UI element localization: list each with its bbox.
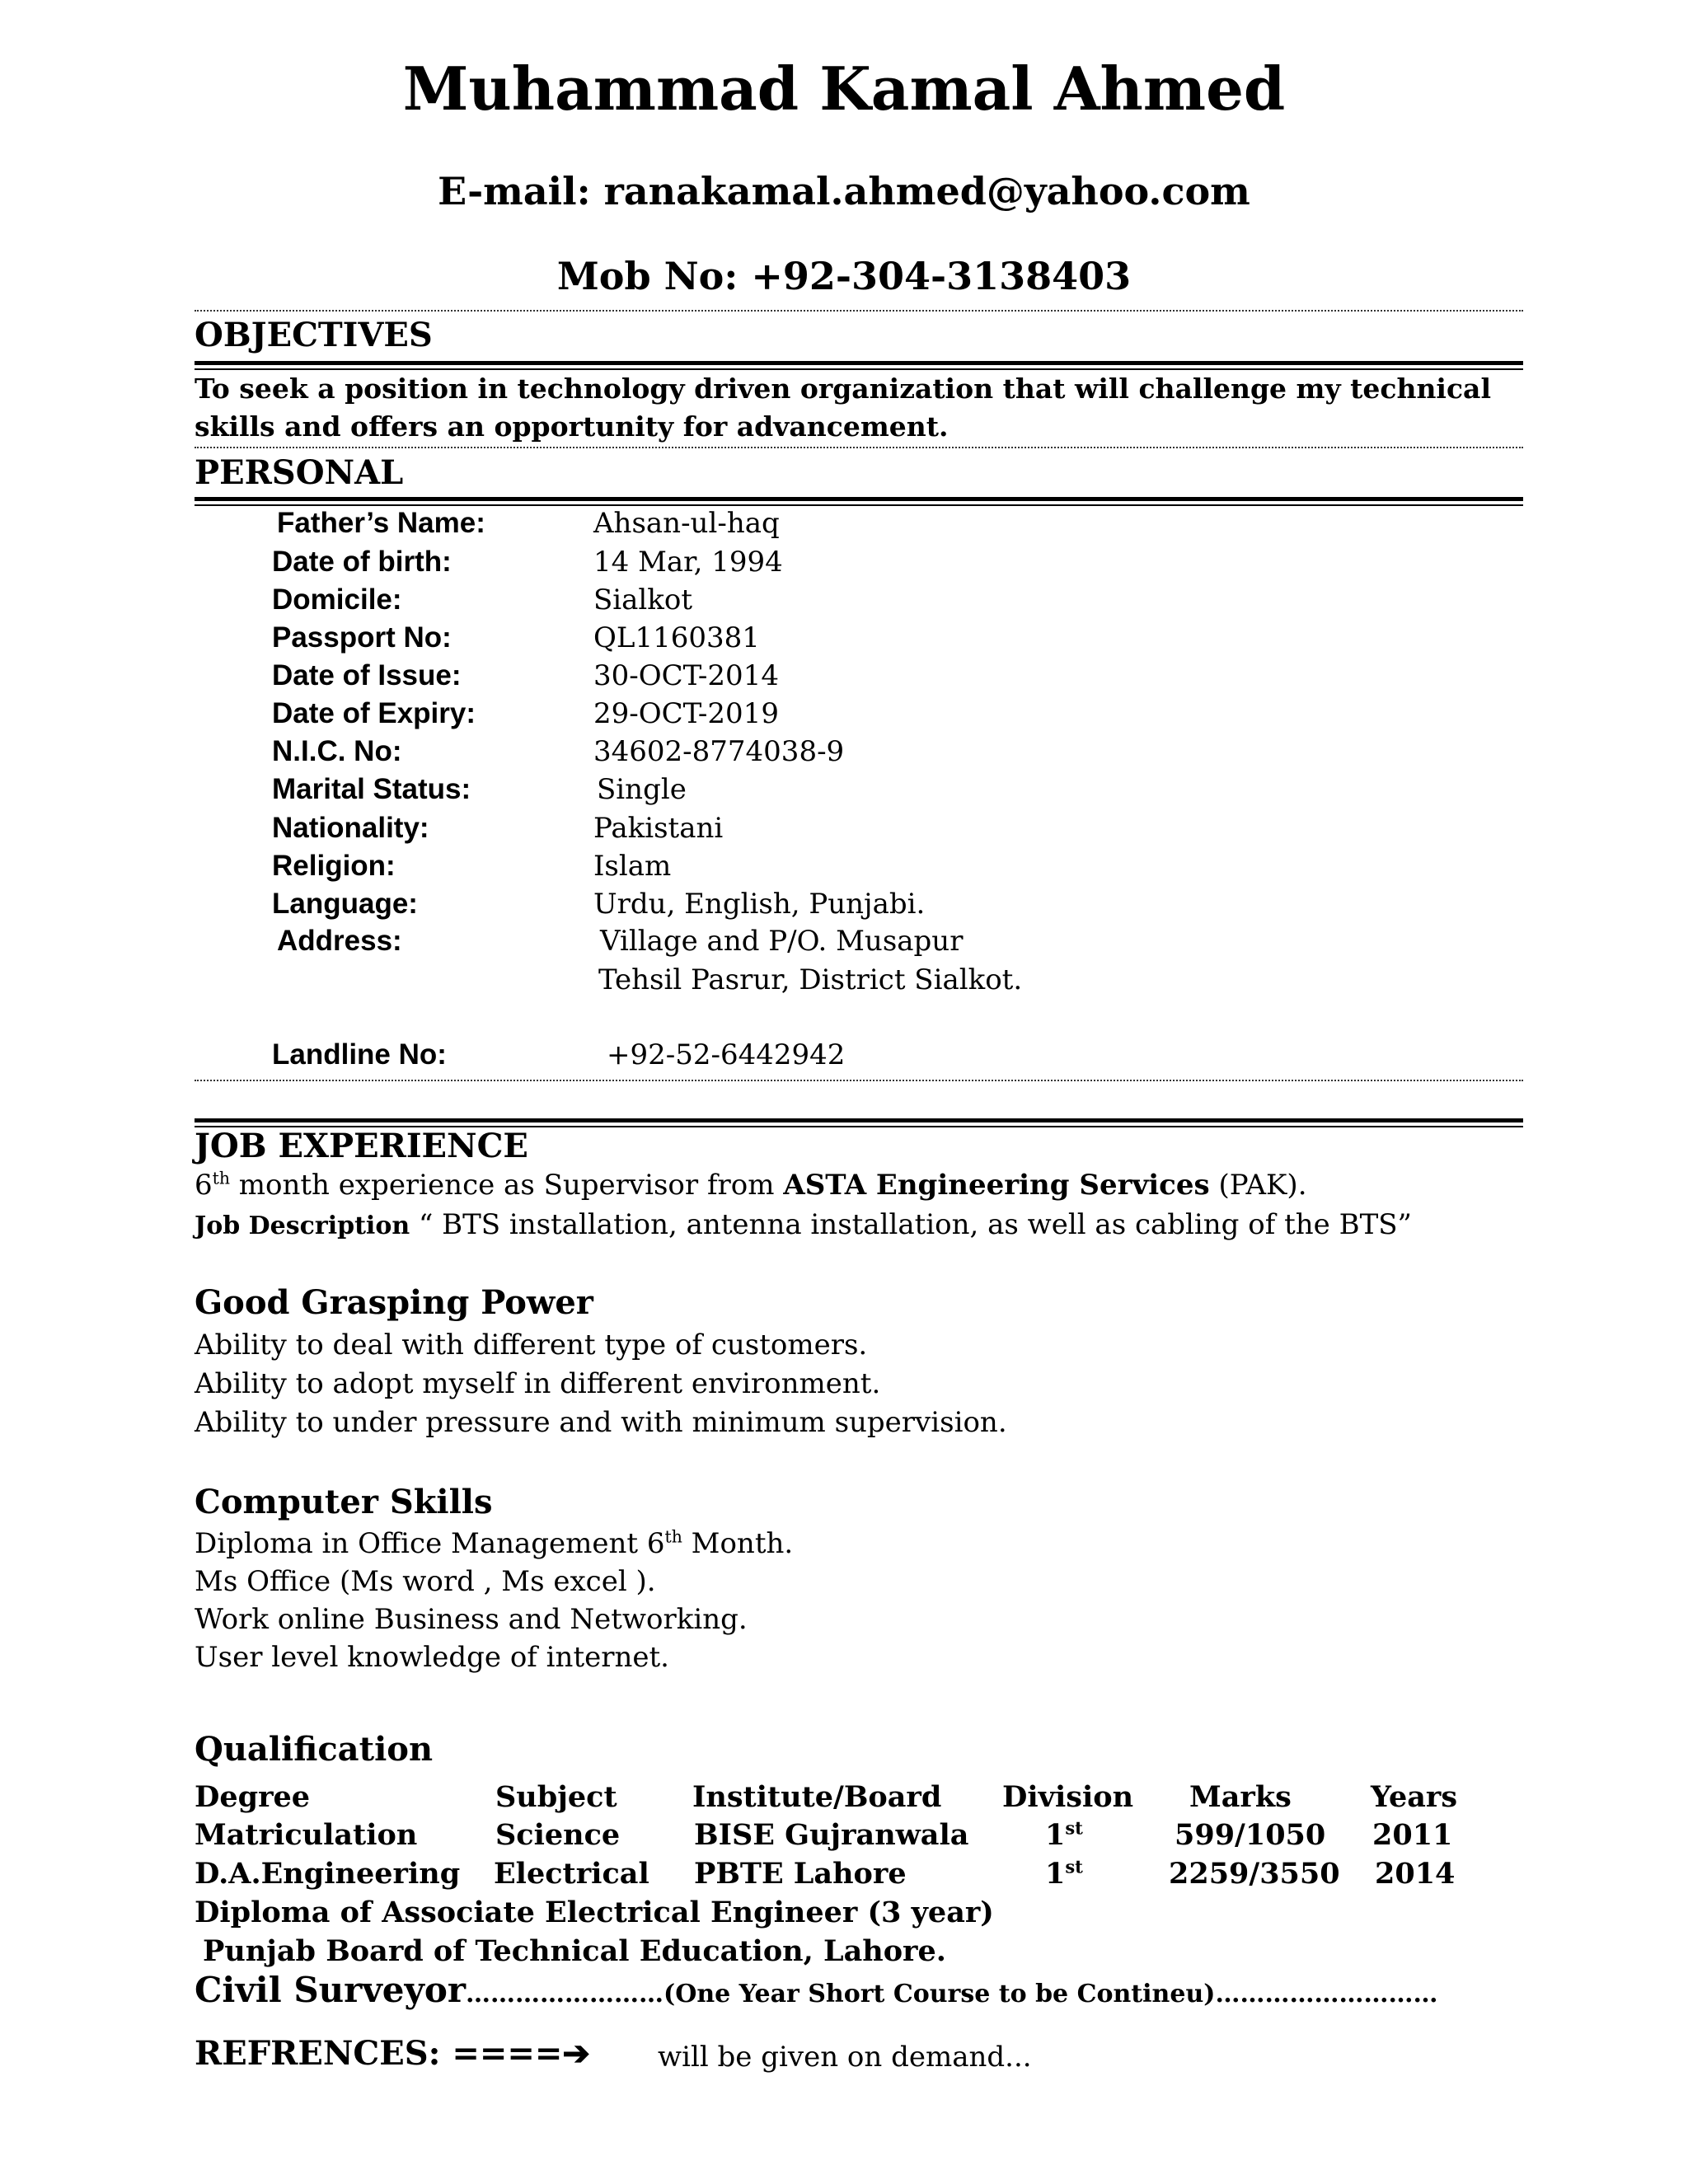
civil-surveyor-title: Civil Surveyor — [195, 1970, 466, 2010]
personal-title: PERSONAL — [195, 453, 404, 492]
objectives-line-2: skills and offers an opportunity for advancement. — [195, 410, 949, 443]
qual-marks: 2259/3550 — [1169, 1857, 1340, 1891]
value-date-of-birth: 14 Mar, 1994 — [593, 546, 783, 579]
label-passport-no: Passport No: — [272, 621, 452, 654]
references-note: will be given on demand... — [658, 2041, 1032, 2074]
qual-division — [1045, 1818, 1083, 1852]
skill-diploma-text: Diploma in Office Management 6 — [195, 1527, 665, 1560]
qual-header-degree: Degree — [195, 1780, 311, 1814]
qualification-title: Qualification — [195, 1730, 434, 1769]
divider-dotted — [195, 310, 1523, 312]
label-date-of-birth: Date of birth: — [272, 546, 452, 578]
value-fathers-name: Ahsan-ul-haq — [593, 507, 780, 540]
skill-diploma-tail: Month. — [682, 1527, 794, 1560]
civil-dots-leader: …………………… — [466, 1980, 663, 2008]
label-date-of-issue: Date of Issue: — [272, 659, 462, 691]
division-suffix: st — [1065, 1856, 1083, 1877]
exp-suffix: th — [212, 1168, 230, 1188]
mobile-line: Mob No: +92-304-3138403 — [556, 254, 1132, 298]
exp-text: month experience as Supervisor from — [229, 1169, 784, 1202]
computer-skill-line — [195, 1527, 793, 1560]
value-passport-no: QL1160381 — [593, 621, 760, 654]
qual-diploma-line: Diploma of Associate Electrical Engineer (3 year) — [195, 1896, 994, 1929]
email-line: E-mail: ranakamal.ahmed@yahoo.com — [438, 169, 1250, 213]
value-language: Urdu, English, Punjabi. — [593, 888, 926, 921]
grasping-title: Good Grasping Power — [195, 1283, 593, 1322]
value-marital-status: Single — [597, 773, 687, 806]
job-experience-title: JOB EXPERIENCE — [195, 1127, 528, 1165]
qual-degree: Matriculation — [195, 1818, 418, 1852]
value-religion: Islam — [593, 850, 672, 883]
qual-year: 2014 — [1375, 1857, 1456, 1891]
computer-skill-line: Ms Office (Ms word , Ms excel ). — [195, 1565, 656, 1598]
job-description-label: Job Description — [195, 1212, 410, 1240]
divider-dotted — [195, 447, 1523, 448]
civil-surveyor-note: (One Year Short Course to be Contineu) — [663, 1980, 1216, 2008]
label-fathers-name: Father’s Name: — [277, 507, 485, 539]
label-address: Address: — [277, 925, 402, 957]
qual-header-institute: Institute/Board — [692, 1780, 942, 1814]
value-domicile: Sialkot — [593, 583, 693, 616]
candidate-name: Muhammad Kamal Ahmed — [402, 54, 1286, 124]
value-address-line-2: Tehsil Pasrur, District Sialkot. — [598, 963, 1023, 996]
qual-header-years: Years — [1371, 1780, 1458, 1814]
value-nationality: Pakistani — [593, 812, 724, 845]
value-nic-no: 34602-8774038-9 — [593, 735, 845, 768]
qual-board-line: Punjab Board of Technical Education, Lahore. — [203, 1934, 946, 1968]
value-date-of-expiry: 29-OCT-2019 — [593, 697, 779, 730]
exp-number: 6 — [195, 1169, 213, 1202]
grasping-line: Ability to deal with different type of customers. — [195, 1329, 868, 1361]
references-line — [195, 2034, 590, 2073]
qual-degree: D.A.Engineering — [195, 1857, 461, 1891]
qual-subject: Electrical — [494, 1857, 649, 1891]
value-address-line-1: Village and P/O. Musapur — [600, 925, 964, 958]
qual-year: 2011 — [1372, 1818, 1453, 1852]
grasping-line: Ability to under pressure and with minimum supervision. — [195, 1406, 1007, 1439]
value-landline-no: +92-52-6442942 — [607, 1038, 846, 1071]
computer-skills-title: Computer Skills — [195, 1483, 493, 1521]
label-domicile: Domicile: — [272, 583, 402, 616]
label-marital-status: Marital Status: — [272, 773, 471, 805]
division-suffix: st — [1065, 1817, 1083, 1839]
qual-institute: PBTE Lahore — [694, 1857, 907, 1891]
qual-subject: Science — [495, 1818, 621, 1852]
label-nic-no: N.I.C. No: — [272, 735, 402, 767]
qual-institute: BISE Gujranwala — [694, 1818, 969, 1852]
qual-header-marks: Marks — [1189, 1780, 1292, 1814]
label-language: Language: — [272, 888, 418, 920]
job-description-text: “ BTS installation, antenna installation, as well as cabling of the BTS” — [418, 1208, 1412, 1241]
division-number: 1 — [1045, 1818, 1066, 1852]
objectives-title: OBJECTIVES — [195, 316, 433, 354]
exp-tail: (PAK). — [1209, 1169, 1307, 1202]
arrow-right-icon: ➔ — [562, 2034, 590, 2073]
qual-marks: 599/1050 — [1175, 1818, 1326, 1852]
qual-header-division: Division — [1002, 1780, 1134, 1814]
label-landline-no: Landline No: — [272, 1038, 447, 1071]
objectives-line-1: To seek a position in technology driven organization that will challenge my technical — [195, 373, 1491, 405]
grasping-line: Ability to adopt myself in different environment. — [195, 1367, 881, 1400]
division-number: 1 — [1045, 1857, 1066, 1891]
civil-surveyor-line — [195, 1970, 1437, 2010]
value-date-of-issue: 30-OCT-2014 — [593, 659, 779, 692]
exp-company: ASTA Engineering Services — [783, 1169, 1210, 1202]
job-description-line — [195, 1208, 1412, 1241]
qual-header-subject: Subject — [495, 1780, 617, 1814]
label-religion: Religion: — [272, 850, 396, 882]
qual-division — [1045, 1857, 1083, 1891]
job-experience-line — [195, 1169, 1307, 1202]
divider-double — [195, 497, 1523, 506]
references-label: REFRENCES: ==== — [195, 2034, 563, 2073]
computer-skill-line: User level knowledge of internet. — [195, 1641, 669, 1674]
civil-dots-trailer: ……………………… — [1215, 1980, 1438, 2008]
divider-dotted — [195, 1080, 1523, 1081]
label-date-of-expiry: Date of Expiry: — [272, 697, 476, 729]
label-nationality: Nationality: — [272, 812, 429, 844]
computer-skill-line: Work online Business and Networking. — [195, 1603, 748, 1636]
skill-diploma-suffix: th — [664, 1526, 682, 1547]
